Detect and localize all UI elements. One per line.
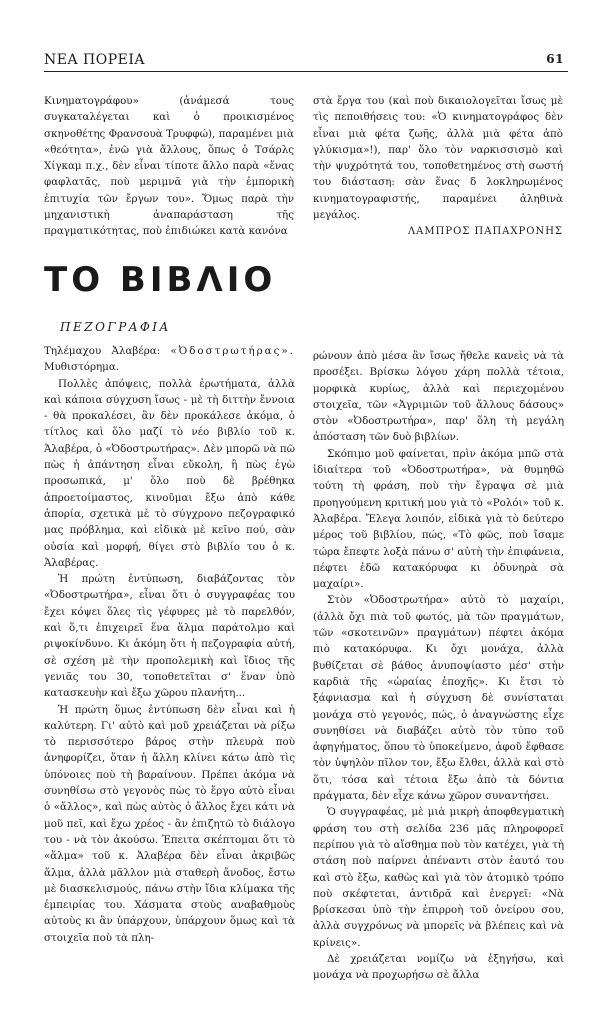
section-title: ΤΟ ΒΙΒΛΙΟ [44, 260, 277, 300]
review-paragraph: Ὁ συγγραφέας, μὲ μιὰ μικρὴ ἀποφθεγματικὴ φράση του στὴ σελίδα 236 μᾶς πληροφορεῖ περίπου γιὰ τὸ αἴσθημα ποὺ τὸν κατέχει, γιὰ τὴ στάση ποὺ παίρνει ἀπέναντι στὸν ἑαυτό του καὶ στὸ ἔξω, καθὼς καὶ γιὰ τὸν ἀτομικὸ τρόπο ποὺ σκέφτεται, ἀντιδρᾶ καὶ ἐνεργεῖ: «Νὰ βρίσκεσαι ὑπὸ τὴν ἐπιρροὴ τοῦ ὀνείρου σου, ἀλλὰ συγχρόνως νὰ μπορεῖς νὰ βλέπεις καὶ νὰ κρίνεις». [313, 806, 564, 949]
running-header [44, 52, 564, 68]
book-author: Τηλέμαχου Ἀλαβέρα: [44, 345, 161, 357]
book-citation [44, 343, 295, 376]
top-article-left-column [44, 93, 294, 240]
top-article-right-column [313, 93, 563, 241]
book-title: «Ὀδοστρωτήρας». [170, 345, 295, 357]
page-number: 61 [546, 52, 564, 66]
book-genre: Μυθιστόρημα. [44, 361, 120, 374]
header-rule [44, 71, 568, 72]
article-signature: ΛΑΜΠΡΟΣ ΠΑΠΑΧΡΟΝΗΣ [407, 226, 563, 238]
review-paragraph: ρώνουν ἀπὸ μέσα ἂν ἴσως ἤθελε κανεὶς νὰ τὰ προσέξει. Βρίσκω λόγου χάρη πολλὰ τέτοια, μορφικὰ κυρίως, ἀλλὰ καὶ περιεχομένου στοιχεῖα, τῶν «Ἀγριμιῶν τοῦ ἄλλους δάσους» στὸν «Ὀδοστρωτήρα», παρ' ὅλη τὴ μεγάλη ἀπόσταση τῶν δυὸ βιβλίων. [313, 350, 564, 444]
section-subtitle: ΠΕΖΟΓΡΑΦΙΑ [60, 320, 171, 334]
review-paragraph: Πολλὲς ἀπόψεις, πολλὰ ἐρωτήματα, ἀλλὰ καὶ κάποια σύγχυση ἴσως - μὲ τὴ διττὴν ἔννοια - θὰ προκαλέσει, ἂν δὲν προκάλεσε ἀκόμα, ὁ τίτλος καὶ ὅλο μαζί τὸ νέο βιβλίο τοῦ κ. Ἀλαβέρα, ὁ «Ὀδοστρωτήρας». Δὲν μπορῶ νὰ πῶ πὼς ἡ ἀπάντηση εἶναι εὔκολη, ἢ πὼς ἐγὼ προσωπικά, μ' ὅλο ποὺ δὲ βρέθηκα ἀπροετοίμαστος, κινοῦμαι ἔξω ἀπὸ κάθε ἀπορία, σχετικὰ μὲ τὸ σύγχρονο πεζογραφικό μας πρόβλημα, καὶ εἰδικὰ μὲ κεῖνο πού, σὰν οὐσία καὶ μορφή, θίγει στὸ βιβλίο του ὁ κ. Ἀλαβέρας. [44, 377, 295, 569]
review-paragraph: Ἡ πρώτη ὅμως ἐντύπωση δὲν εἶναι καὶ ἡ καλύτερη. Γι' αὐτὸ καὶ μοῦ χρειάζεται νὰ ρίξω τὸ περισσότερο βάρος στὴν πλευρὰ ποὺ ἀνηφορίζει, ὅταν ἡ ἄλλη κλίνει κάτω ἀπὸ τὶς ὑπόνοιες ποὺ τὴ βαραίνουν. Πρέπει ἀκόμα νὰ συνηθίσω στὸ γεγονὸς πὼς τὸ ἔργο αὐτὸ εἶναι ὁ «ἄλλος», καὶ πὼς αὐτὸς ὁ ἄλλος ἔχει κάτι νὰ μοῦ πεῖ, καὶ ἔχω χρέος - ἂν ἐπιζητῶ τὸ διάλογο του - νὰ τὸν ἀκούσω. Ἐπειτα σκέπτομαι ὅτι τὸ «ἅλμα» τοῦ κ. Ἀλαβέρα δὲν εἶναι ἀκριβῶς ἅλμα, ἀλλὰ μᾶλλον μιὰ σταθερὴ ἄνοδος, ἔστω μὲ διασκελισμούς, πάνω στὴν ἴδια κλίμακα τῆς ἐμπειρίας του. Χάσματα στοὺς αναβαθμοὺς αὐτοὺς κι ἂν ὑπάρχουν, ὑπάρχουν ὅμως καὶ τὰ στοιχεῖα ποὺ τὰ πλη- [44, 703, 295, 944]
top-article-right-text: στὰ ἔργα του (καὶ ποὺ δικαιολογεῖται ἴσως μὲ τὶς πεποιθήσεις του: «Ὁ κινηματογράφος δὲν εἶναι μιὰ φέτα ζωῆς, ἀλλὰ μιὰ φέτα ἀπὸ γλύκισμα»!), παρ' ὅλο τὸν ναρκισσισμὸ καὶ τὴν ψυχρότητά του, τοποθετημένος στὴ σωστή του διάσταση: σὰν ἕνας δ λοκληρωμένος κινηματογραφιστής, παραμένει ἀληθινὰ μεγάλος. [313, 95, 563, 222]
review-paragraph: Ἡ πρώτη ἐντύπωση, διαβάζοντας τὸν «Ὀδοστρωτήρα», εἶναι ὅτι ὁ συγγραφέας του ἔχει κόψει ὅλες τὶς γέφυρες μὲ τὸ παρελθόν, καὶ ὅ,τι ἐπιχειρεῖ ἕνα ἅλμα παράτολμο καὶ ριψοκίνδυνο. Κι ἀκόμη ὅτι ἡ πεζογραφία αὐτή, σὲ σχέση μὲ τὴν προπολεμικὴ καὶ ἴδιος τῆς γενιᾶς του 30, τοποθετεῖται σ' ἕναν ὑπὸ κατασκευὴν καὶ ἔξω χῶρου πλανήτη... [44, 573, 295, 700]
review-paragraph: Δὲ χρειάζεται νομίζω νὰ ἐξηγήσω, καὶ μονάχα νὰ προχωρήσω σὲ ἄλλα [313, 952, 564, 982]
review-left-column [44, 343, 295, 946]
top-article-left-text: Κινηματογράφου» (ἀνάμεσά τους συγκαταλέγεται καὶ ὁ προικισμένος σκηνοθέτης Φρανσουὰ Τρυφφώ), παραμένει μιὰ «θεότητα», ἐνῶ γιὰ ἄλλους, ὅπως ὁ Τσάρλς Χίγκαμ π.χ., δὲν εἶναι τίποτε ἄλλο παρὰ «ἕνας φαφλατᾶς, ποὺ μεριμνᾶ γιὰ τὴν ἐμπορικὴ ἐπιτυχία τῶν ἔργων του». Ὅμως παρὰ τὴν μηχανιστικὴ ἀναπαράσταση τῆς πραγματικότητας, ποὺ ἐπιδιώκει κατὰ κανόνα [44, 95, 294, 238]
review-right-column [313, 348, 564, 984]
magazine-title: ΝΕΑ ΠΟΡΕΙΑ [44, 52, 145, 68]
review-paragraph: Σκόπιμο μοῦ φαίνεται, πρὶν ἀκόμα μπῶ στὰ ἰδιαίτερα τοῦ «Ὀδοστρωτήρα», νὰ θυμηθῶ τούτη τὴ φράση, ποὺ τὴν ἔγραψα σὲ μιὰ προηγούμενη κριτική μου γιὰ τὸ «Ρολόι» τοῦ κ. Ἀλαβέρα. Ἔλεγα λοιπόν, εἰδικὰ γιὰ τὸ δεύτερο μέρος τοῦ βιβλίου, πώς, «Τὸ φῶς, ποὺ ἴσαμε τώρα ἔπεφτε λοξὰ πάνω σ' αὐτὴ τὴν ἐπιφάνεια, πέφτει ἐδῶ κατακόρυφα κι ὀδυνηρὰ σὰ μαχαίρι». [313, 447, 564, 591]
review-paragraph: Στὸν «Ὀδοστρωτήρα» αὐτὸ τὸ μαχαίρι, (ἀλλὰ ὄχι πιὰ τοῦ φωτός, μὰ τῶν πραγμάτων, τῶν «σκοτεινῶν» πραγμάτων) πέφτει ἀκόμα πιὸ κατακόρυφα. Κι ὄχι μονάχα, ἀλλὰ βυθίζεται σὲ βάθος ἀνυποψίαστο μέσ' στὴν καρδιὰ τῆς «ὡραίας ἐποχῆς». Κι ἔτσι τὸ ξάφνιασμα καὶ ἡ σύγχυση δὲ συνίσταται μονάχα στὸ γεγονός, πώς, ὁ ἀναγνώστης εἶχε συνηθίσει νὰ διαβάζει αὐτὸ τὸν τύπο τοῦ ἀφηγήματος, ὅπου τὸ ὑποκείμενο, ἀφοῦ ἔφθασε τὸν ὑψηλὸν πῖλον τον, ἔξω ἔλθει, ἀλλὰ καὶ στὸ ὅτι, τόσα καὶ τέτοια ἔξω ἀπὸ τὰ δόντια πράγματα, δὲν εἶχε κάνω χῶρον συναντήσει. [313, 594, 564, 803]
